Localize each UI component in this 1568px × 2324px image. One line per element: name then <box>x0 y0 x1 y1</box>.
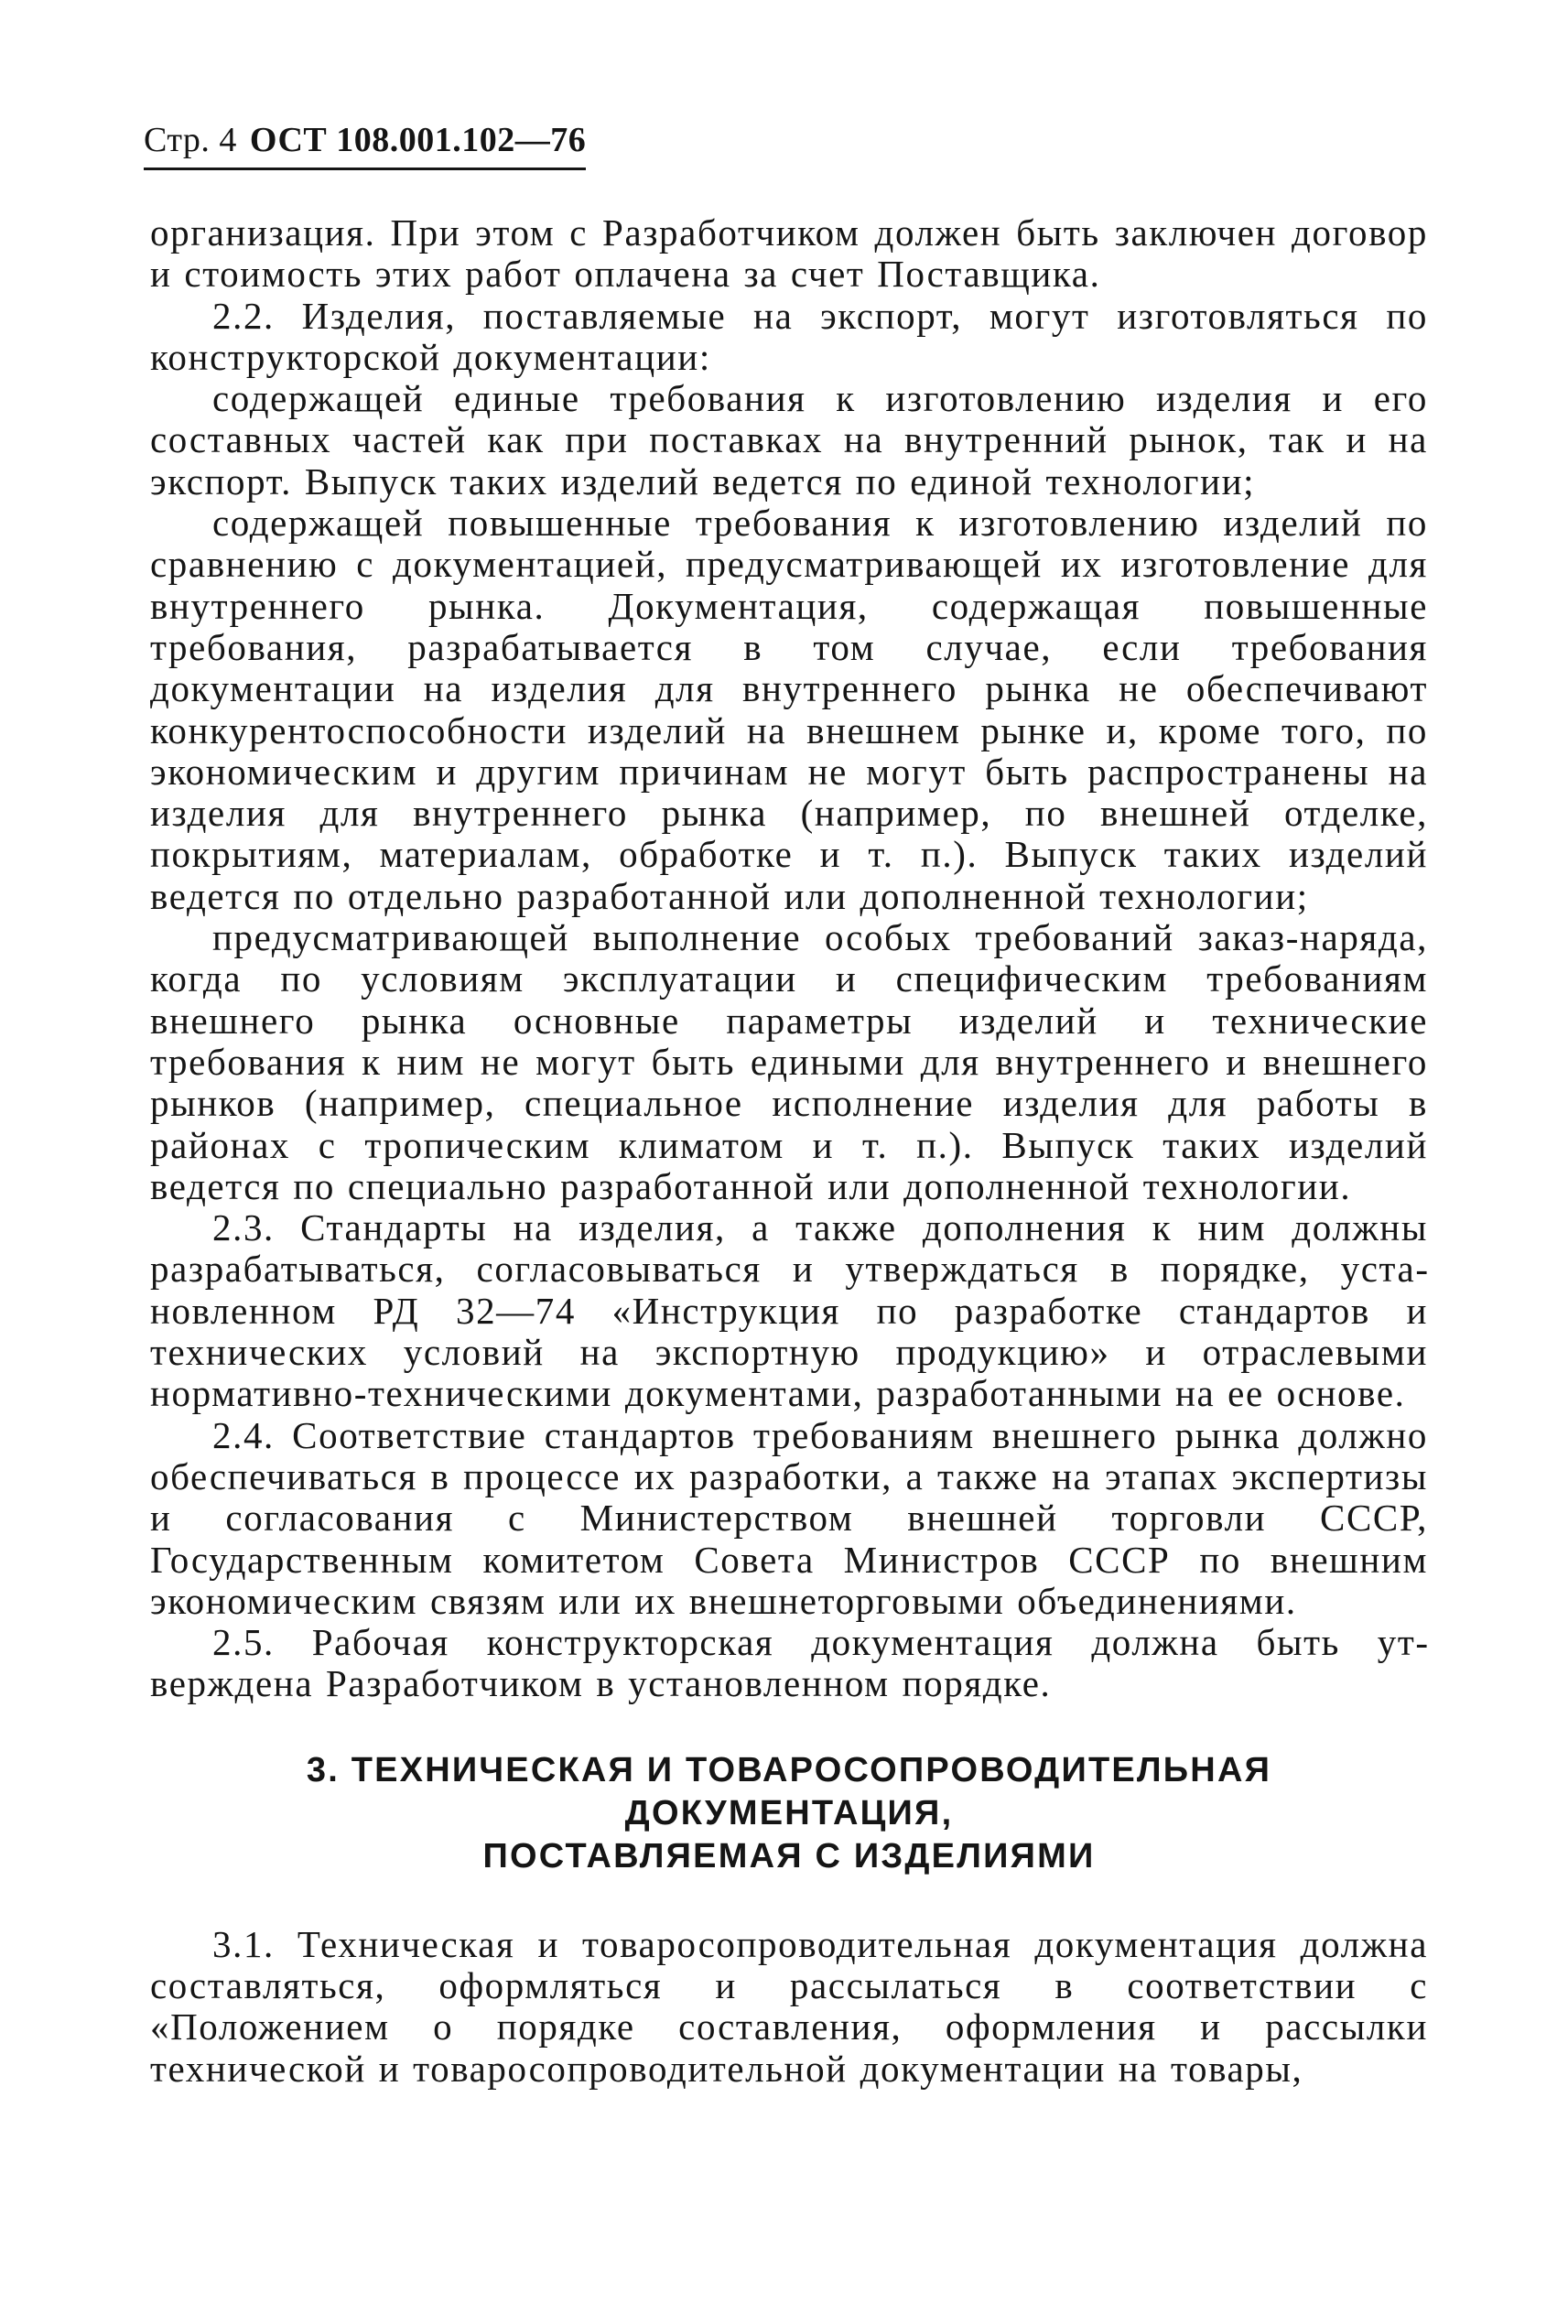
section-3-heading <box>150 1749 1428 1878</box>
paragraph-2-3: 2.3. Стандарты на изделия, а также дополнения к ним должны разрабатываться, согласовываться и утверждаться в порядке, установленном РД 32—74 «Инструкция по разработке стандартов и технических условий на экспортную продукцию» и отраслевыми нормативно-техническими документами, разработанными на ее основе. <box>150 1206 1428 1415</box>
paragraph-2-2-item-2: содержащей повышенные требования к изготовлению изделий по сравнению с документацией, предусматривающей их изготовление для внутреннего рынка. Документация, содержащая повышенные требования, разрабатывается в том случае, если требования документации на изделия для внутреннего рынка не обеспечивают конкурентоспособности изделий на внешнем рынке и, кроме того, по экономическим и другим причинам не могут быть распространены на изделия для внутреннего рынка (например, по внешней отделке, покрытиям, материалам, обработке и т. п.). Выпуск таких изделий ведется по отдельно разработанной или дополненной технологии; <box>150 502 1428 917</box>
section-3-heading-line-2: ПОСТАВЛЯЕМАЯ С ИЗДЕЛИЯМИ <box>482 1836 1096 1875</box>
section-3-heading-line-1: 3. ТЕХНИЧЕСКАЯ И ТОВАРОСОПРОВОДИТЕЛЬНАЯ ДОКУМЕНТАЦИЯ, <box>306 1750 1272 1832</box>
standard-code: ОСТ 108.001.102—76 <box>249 121 587 159</box>
paragraph-2-2: 2.2. Изделия, поставляемые на экспорт, могут изготовляться по конструкторской документации: <box>150 294 1428 378</box>
paragraph-2-4: 2.4. Соответствие стандартов требованиям внешнего рынка должно обеспечиваться в процессе их разработки, а также на этапах экспертизы и согласования с Министерством внешней торговли СССР, Государственным комитетом Совета Министров СССР по внешним экономическим связям или их внешнеторговыми объединениями. <box>150 1413 1428 1622</box>
paragraph-2-2-item-1: содержащей единые требования к изготовлению изделия и его составных частей как при поставках на внутренний рынок, так и на экспорт. Выпуск таких изделий ведется по единой технологии; <box>150 377 1428 503</box>
paragraph-continuation: организация. При этом с Разработчиком должен быть заключен договор и стоимость этих работ оплачена за счет Поставщика. <box>150 211 1428 296</box>
paragraph-2-5: 2.5. Рабочая конструкторская документация должна быть утверждена Разработчиком в установленном порядке. <box>150 1621 1428 1705</box>
page-number: Стр. 4 <box>144 121 237 159</box>
paragraph-2-2-item-3: предусматривающей выполнение особых требований заказ-наряда, когда по условиям эксплуатации и специфическим требованиям внешнего рынка основные параметры изделий и технические требования к ним не могут быть едиными для внутреннего и внешнего рынков (например, специальное исполнение изделия для работы в районах с тропическим климатом и т. п.). Выпуск таких изделий ведется по специально разработанной или дополненной технологии. <box>150 916 1428 1207</box>
paragraph-3-1: 3.1. Техническая и товаросопроводительная документация должна составляться, оформляться и рассылаться в соответствии с «Положением о порядке составления, оформления и рассылки технической и товаросопроводительной документации на товары, <box>150 1922 1428 2090</box>
header-underline <box>144 168 586 170</box>
page-header <box>144 117 586 163</box>
document-body <box>150 212 1428 2090</box>
